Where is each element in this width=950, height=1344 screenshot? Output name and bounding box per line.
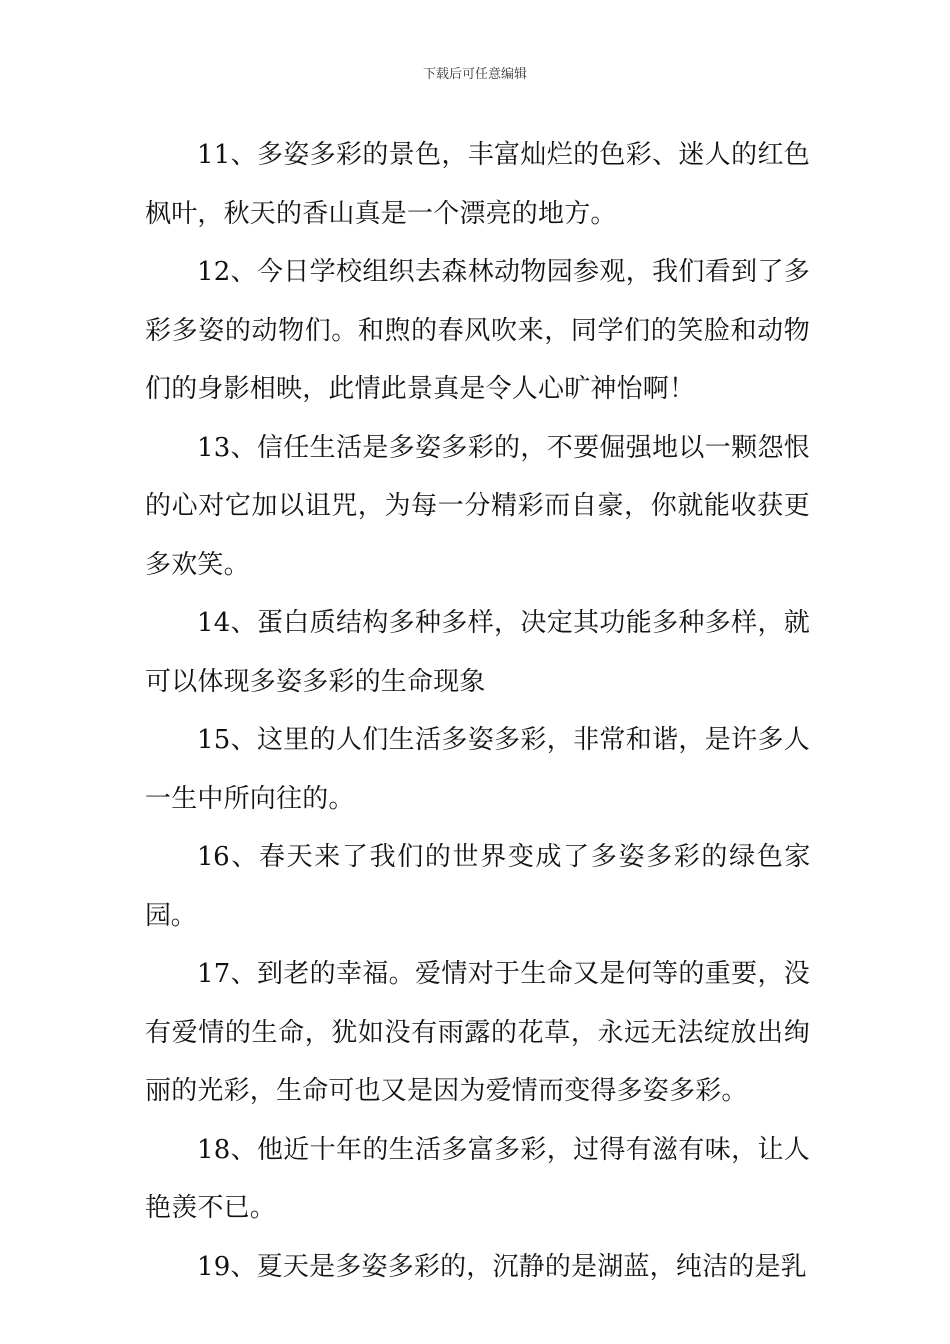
paragraph-16: 16、春天来了我们的世界变成了多姿多彩的绿色家园。 xyxy=(145,842,810,931)
page-header: 下载后可任意编辑 xyxy=(422,67,527,82)
paragraph-17: 17、到老的幸福。爱情对于生命又是何等的重要，没有爱情的生命，犹如没有雨露的花草，永远无法绽放出绚丽的光彩，生命可也又是因为爱情而变得多姿多彩。 xyxy=(145,959,810,1106)
document-body xyxy=(145,126,810,1296)
paragraph-14: 14、蛋白质结构多种多样，决定其功能多种多样，就可以体现多姿多彩的生命现象 xyxy=(145,608,810,697)
paragraph-13: 13、信任生活是多姿多彩的，不要倔强地以一颗怨恨的心对它加以诅咒，为每一分精彩而自豪，你就能收获更多欢笑。 xyxy=(145,432,810,580)
paragraph-11: 11、多姿多彩的景色，丰富灿烂的色彩、迷人的红色枫叶，秋天的香山真是一个漂亮的地方。 xyxy=(145,140,810,229)
paragraph-19: 19、夏天是多姿多彩的，沉静的是湖蓝，纯洁的是乳 xyxy=(197,1251,807,1282)
paragraph-12: 12、今日学校组织去森林动物园参观，我们看到了多彩多姿的动物们。和煦的春风吹来，同学们的笑脸和动物们的身影相映，此情此景真是令人心旷神怡啊！ xyxy=(145,257,810,404)
paragraph-18: 18、他近十年的生活多富多彩，过得有滋有味，让人艳羡不已。 xyxy=(145,1134,810,1223)
paragraph-15: 15、这里的人们生活多姿多彩，非常和谐，是许多人一生中所向往的。 xyxy=(145,725,810,814)
